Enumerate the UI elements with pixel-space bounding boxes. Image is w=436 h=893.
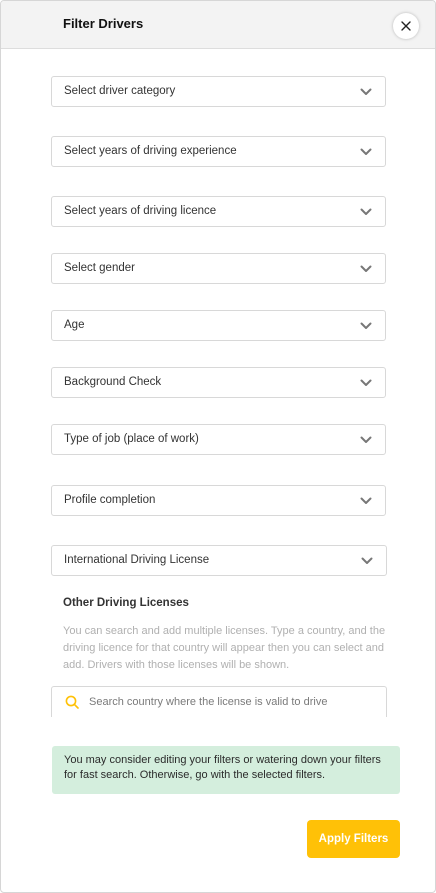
select-label: Select gender [64,262,135,274]
chevron-down-icon [361,557,373,565]
search-input[interactable] [89,693,379,711]
chevron-down-icon [360,379,372,387]
other-licenses-hint: You can search and add multiple licenses. Type a country, and the driving licence for that country will appear then you can select and add. Drivers with those licenses will be shown. [63,625,386,671]
panel-title: Filter Drivers [63,16,144,31]
chevron-down-icon [360,148,372,156]
driver-category-select[interactable] [51,76,386,107]
select-label: Background Check [64,376,162,388]
close-icon [401,21,411,31]
select-label: International Driving License [64,554,210,566]
age-select[interactable] [51,310,386,341]
search-icon [65,695,79,709]
other-licenses-title: Other Driving Licenses [63,597,189,609]
close-button[interactable] [393,13,419,39]
select-label: Select driver category [64,85,176,97]
chevron-down-icon [360,322,372,330]
profile-completion-select[interactable] [51,485,386,516]
background-check-select[interactable] [51,367,386,398]
chevron-down-icon [360,208,372,216]
chevron-down-icon [360,265,372,273]
select-label: Select years of driving licence [64,205,217,217]
panel-header [1,1,435,49]
select-label: Age [64,319,85,331]
select-label: Profile completion [64,494,156,506]
chevron-down-icon [360,88,372,96]
select-label: Select years of driving experience [64,145,237,157]
license-country-search[interactable] [51,686,387,717]
gender-select[interactable] [51,253,386,284]
chevron-down-icon [360,497,372,505]
select-label: Type of job (place of work) [64,433,199,445]
apply-filters-button[interactable]: Apply Filters [307,820,400,858]
job-type-select[interactable] [51,424,386,455]
chevron-down-icon [360,436,372,444]
filter-notice: You may consider editing your filters or watering down your filters for fast search. Otherwise, go with the selected filters. [52,746,400,794]
international-license-select[interactable] [51,545,387,576]
driving-experience-select[interactable] [51,136,386,167]
driving-licence-years-select[interactable] [51,196,386,227]
